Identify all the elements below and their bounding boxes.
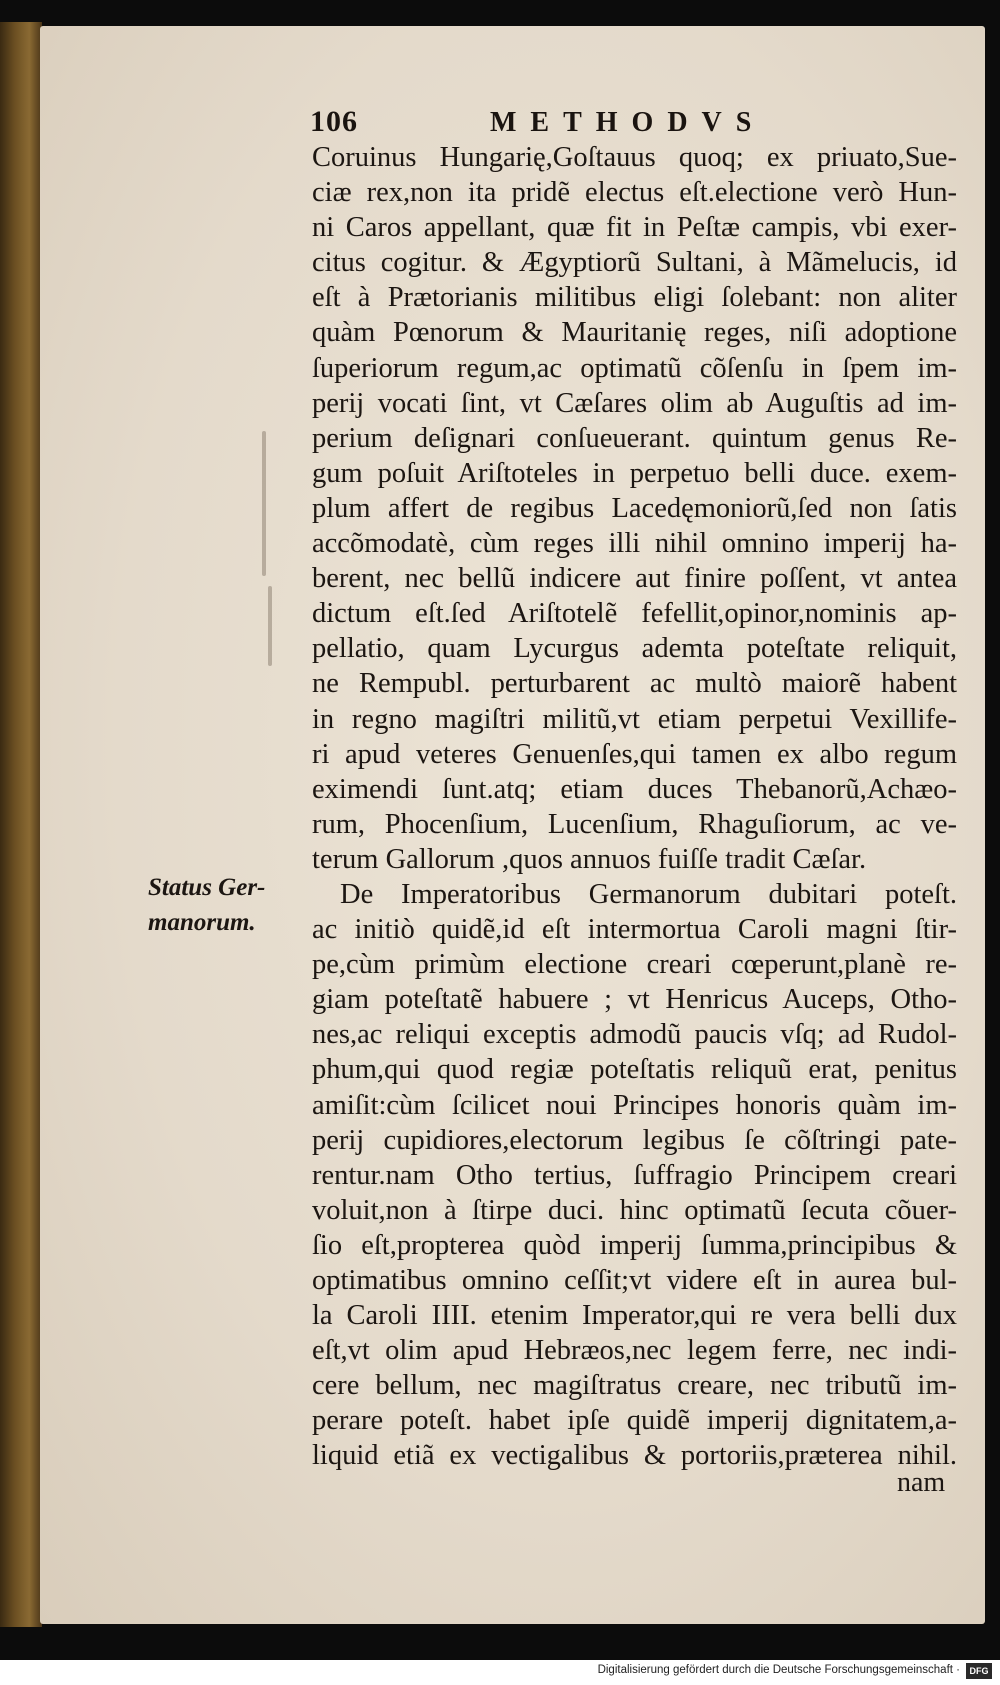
text-line: perij vocati ſint, vt Cæſares olim ab Auguſtis ad im- <box>312 387 957 419</box>
marginal-note-line: manorum. <box>148 909 256 936</box>
text-line: cere bellum, nec magiſtratus creare, nec tributũ im- <box>312 1370 957 1402</box>
dfg-logo-icon: DFG <box>966 1663 992 1679</box>
marginal-note <box>148 870 308 940</box>
body-text <box>312 140 957 1474</box>
text-line: la Caroli IIII. etenim Imperator,qui re vera belli dux <box>312 1300 957 1332</box>
text-line: ri apud veteres Genuenſes,qui tamen ex albo regum <box>312 738 957 770</box>
text-line: liquid etiã ex vectigalibus & portoriis,præterea nihil. <box>312 1440 957 1472</box>
text-line: amiſit:cùm ſcilicet noui Principes honoris quàm im- <box>312 1089 957 1121</box>
text-line: gum poſuit Ariſtoteles in perpetuo belli duce. exem- <box>312 457 957 489</box>
text-line: perium deſignari conſueuerant. quintum genus Re- <box>312 422 957 454</box>
text-line: ſuperiorum regum,ac optimatũ cõſenſu in ſpem im- <box>312 352 957 384</box>
text-line: optimatibus omnino ceſſit;vt videre eſt in aurea bul- <box>312 1265 957 1296</box>
running-head: METHODVS <box>490 107 766 138</box>
text-line: accõmodatè, cùm reges illi nihil omnino imperij ha- <box>312 528 957 560</box>
text-line: berent, nec bellũ indicere aut finire poſſent, vt antea <box>312 563 957 595</box>
text-line: ſio eſt,propterea quòd imperij ſumma,principibus & <box>312 1229 957 1261</box>
catchword: nam <box>897 1467 946 1498</box>
text-line: phum,qui quod regiæ poteſtatis reliquũ erat, penitus <box>312 1054 957 1086</box>
footer-credit: Digitalisierung gefördert durch die Deutsche Forschungsgemeinschaft · <box>597 1664 960 1676</box>
text-line: ne Rempubl. perturbarent ac multò maiorẽ habent <box>312 668 957 700</box>
text-line: nes,ac reliqui exceptis admodũ paucis vſq; ad Rudol- <box>312 1019 957 1051</box>
text-line: rentur.nam Otho tertius, ſuffragio Principem creari <box>312 1159 957 1191</box>
marginal-note-line: Status Ger- <box>148 874 266 901</box>
text-line: perare poteſt. habet ipſe quidẽ imperij dignitatem,a- <box>312 1405 957 1437</box>
page-header <box>310 105 950 141</box>
text-line: perij cupidiores,electorum legibus ſe cõſtringi pate- <box>312 1124 957 1156</box>
text-line: giam poteſtatẽ habuere ; vt Henricus Auceps, Otho- <box>312 984 957 1016</box>
text-line: ni Caros appellant, quæ fit in Peſtæ campis, vbi exer- <box>312 212 957 244</box>
footer-bar <box>0 1660 1000 1685</box>
pencil-mark <box>262 431 266 576</box>
page-number: 106 <box>310 105 358 138</box>
text-line: quàm Pœnorum & Mauritanię reges, niſi adoptione <box>312 317 957 349</box>
text-line: voluit,non à ſtirpe duci. hinc optimatũ ſecuta cõuer- <box>312 1194 957 1226</box>
text-line: pe,cùm primùm electione creari cœperunt,planè re- <box>312 949 957 981</box>
text-line: citus cogitur. & Ægyptiorũ Sultani, à Mãmelucis, id <box>312 247 957 279</box>
text-line: ciæ rex,non ita pridẽ electus eſt.electione verò Hun- <box>312 177 957 209</box>
text-line: plum affert de regibus Lacedęmoniorũ,ſed non ſatis <box>312 492 957 524</box>
text-line: eſt à Prætorianis militibus eligi ſolebant: non aliter <box>312 282 957 314</box>
text-line: rum, Phocenſium, Lucenſium, Rhaguſiorum, ac ve- <box>312 808 957 840</box>
text-line: eximendi ſunt.atq; etiam duces Thebanorũ,Achæo- <box>312 773 957 805</box>
text-line: dictum eſt.ſed Ariſtotelẽ fefellit,opinor,nominis ap- <box>312 598 957 630</box>
text-line: terum Gallorum ,quos annuos fuiſſe tradit Cæſar. <box>312 843 867 875</box>
text-line: pellatio, quam Lycurgus ademta poteſtate reliquit, <box>312 633 957 665</box>
text-line: eſt,vt olim apud Hebræos,nec legem ferre, nec indi- <box>312 1335 957 1367</box>
text-line: Coruinus Hungarię,Goſtauus quoq; ex priuato,Sue- <box>312 142 957 173</box>
book-spine-edge <box>0 22 42 1627</box>
pencil-mark <box>268 586 272 666</box>
text-line: ac initiò quidẽ,id eſt intermortua Caroli magni ſtir- <box>312 914 957 946</box>
text-line: in regno magiſtri militũ,vt etiam perpetui Vexillife- <box>312 703 957 735</box>
text-line: De Imperatoribus Germanorum dubitari poteſt. <box>340 878 957 910</box>
